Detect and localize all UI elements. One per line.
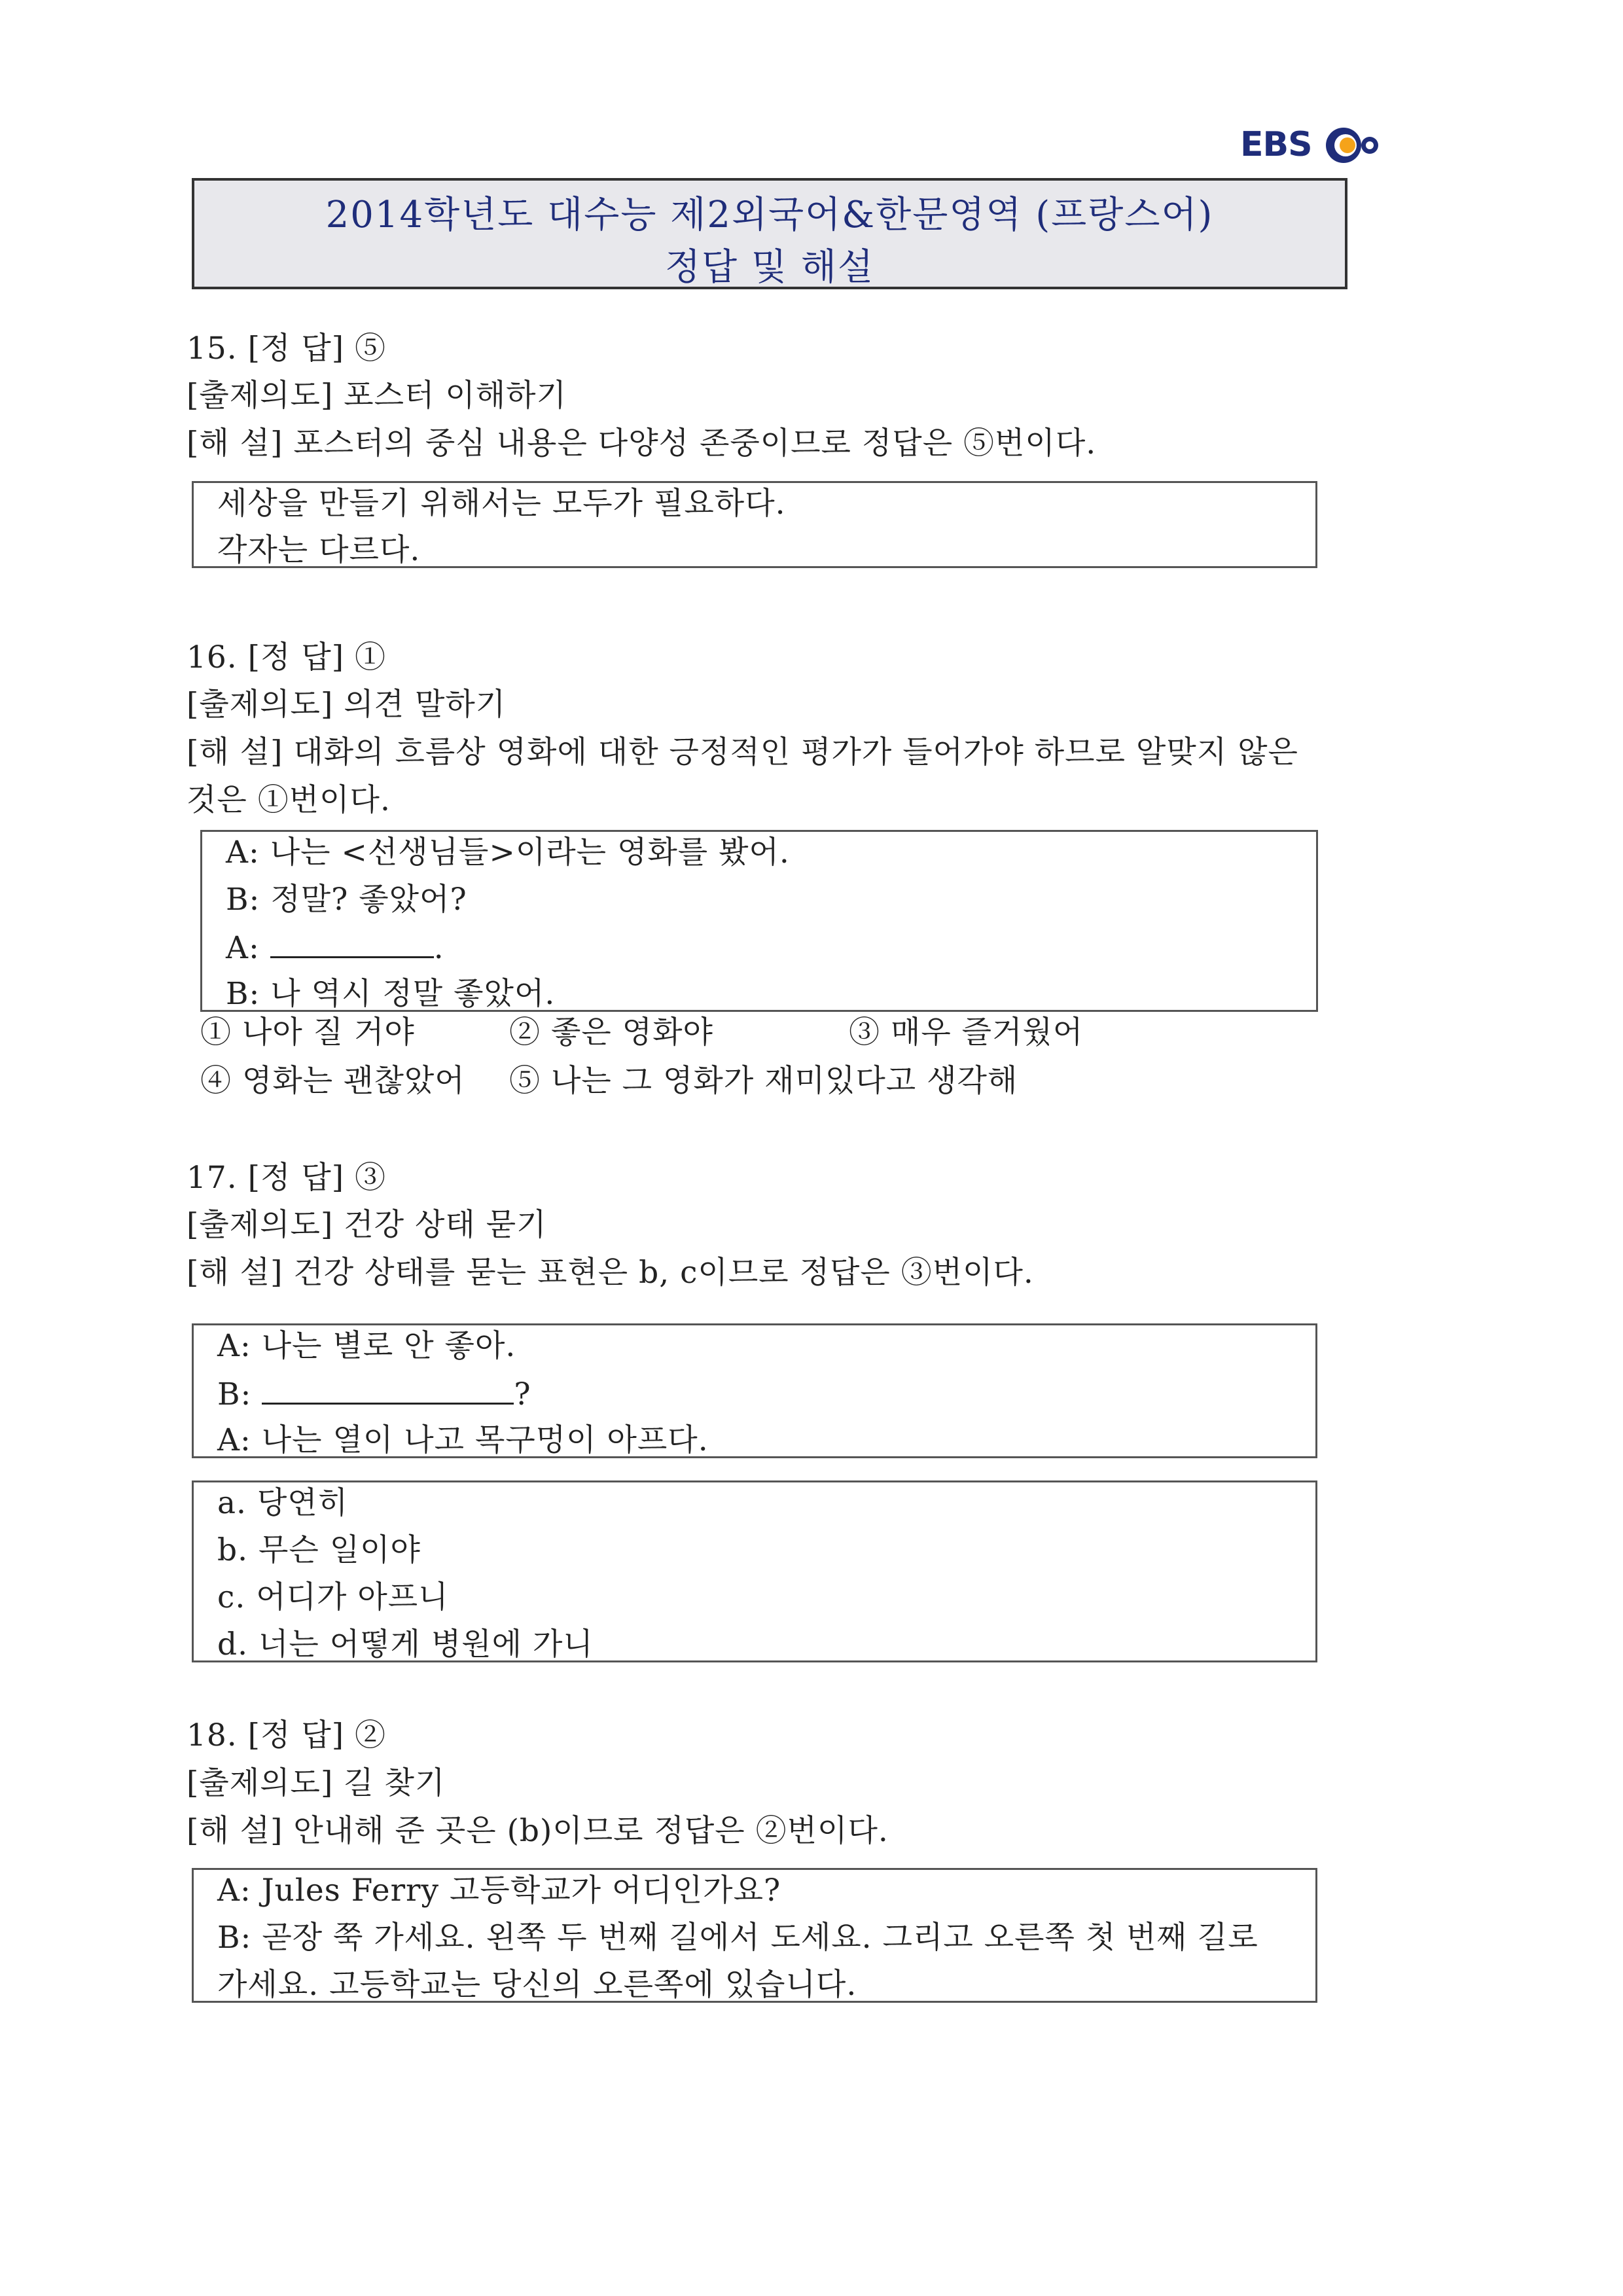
q17-answer-blank — [262, 1374, 514, 1405]
q16-explain-1: [해 설] 대화의 흐름상 영화에 대한 긍정적인 평가가 들어가야 하므로 알맞지 않은 — [187, 734, 1298, 770]
logo-text: EBS — [1240, 125, 1312, 164]
q16-choice-4: ④ 영화는 괜찮았어 — [200, 1063, 465, 1099]
q18-intent: [출제의도] 길 찾기 — [187, 1765, 446, 1801]
q17-option-b: b. 무슨 일이야 — [217, 1532, 421, 1568]
q15-box-line-1: 세상을 만들기 위해서는 모두가 필요하다. — [217, 486, 786, 522]
q17-dialogue-box — [192, 1323, 1317, 1458]
q17-box1-line-2 — [217, 1374, 531, 1414]
q17-box1-line-1: A: 나는 별로 안 좋아. — [217, 1328, 516, 1364]
q17-option-c: c. 어디가 아프니 — [217, 1579, 449, 1615]
q16-explain-2: 것은 ①번이다. — [187, 782, 391, 818]
q17-explain: [해 설] 건강 상태를 묻는 표현은 b, c이므로 정답은 ③번이다. — [187, 1255, 1034, 1291]
q15-explain: [해 설] 포스터의 중심 내용은 다양성 존중이므로 정답은 ⑤번이다. — [187, 425, 1097, 461]
q18-box-line-3: 가세요. 고등학교는 당신의 오른쪽에 있습니다. — [217, 1967, 857, 2003]
q16-dialogue-box — [200, 830, 1318, 1012]
ebs-logo-icon — [1324, 126, 1396, 165]
q16-box-line-2: B: 정말? 좋았어? — [226, 882, 467, 918]
q17-box1-line-2-prefix: B: — [217, 1376, 262, 1412]
q18-box-line-1: A: Jules Ferry 고등학교가 어디인가요? — [217, 1873, 781, 1909]
q17-options-box — [192, 1480, 1317, 1662]
q17-box1-line-2-suffix: ? — [514, 1376, 531, 1412]
q17-box1-line-3: A: 나는 열이 나고 목구멍이 아프다. — [217, 1422, 709, 1458]
q16-box-line-3-suffix: . — [433, 930, 444, 966]
page-subtitle: 정답 및 해설 — [664, 246, 875, 289]
q16-box-line-1: A: 나는 <선생님들>이라는 영화를 봤어. — [226, 834, 790, 870]
q18-box-line-2: B: 곧장 쭉 가세요. 왼쪽 두 번째 길에서 도세요. 그리고 오른쪽 첫 번째 길로 — [217, 1920, 1258, 1956]
q15-intent: [출제의도] 포스터 이해하기 — [187, 378, 567, 414]
q16-choice-1: ① 나아 질 거야 — [200, 1014, 415, 1050]
q18-answer: 18. [정 답] ② — [187, 1717, 387, 1753]
q15-box-line-2: 각자는 다르다. — [217, 532, 421, 568]
q17-intent: [출제의도] 건강 상태 묻기 — [187, 1207, 547, 1243]
q16-answer-blank — [270, 927, 434, 958]
q16-choice-2: ② 좋은 영화야 — [509, 1014, 713, 1050]
q17-option-a: a. 당연히 — [217, 1485, 349, 1521]
q17-answer: 17. [정 답] ③ — [187, 1160, 387, 1196]
q16-box-line-3-prefix: A: — [226, 930, 270, 966]
q16-answer: 16. [정 답] ① — [187, 639, 387, 675]
q16-box-line-4: B: 나 역시 정말 좋았어. — [226, 976, 556, 1012]
q16-box-line-3 — [226, 927, 444, 968]
q15-box — [192, 481, 1317, 568]
q18-dialogue-box — [192, 1868, 1317, 2003]
q18-explain: [해 설] 안내해 준 곳은 (b)이므로 정답은 ②번이다. — [187, 1813, 889, 1849]
page-title: 2014학년도 대수능 제2외국어&한문영역 (프랑스어) — [325, 194, 1214, 236]
q16-intent: [출제의도] 의견 말하기 — [187, 687, 507, 723]
q17-option-d: d. 너는 어떻게 병원에 가니 — [217, 1626, 594, 1662]
q16-choice-5: ⑤ 나는 그 영화가 재미있다고 생각해 — [509, 1063, 1018, 1099]
q16-choice-3: ③ 매우 즐거웠어 — [849, 1014, 1084, 1050]
q15-answer: 15. [정 답] ⑤ — [187, 331, 387, 367]
title-box — [192, 178, 1347, 289]
